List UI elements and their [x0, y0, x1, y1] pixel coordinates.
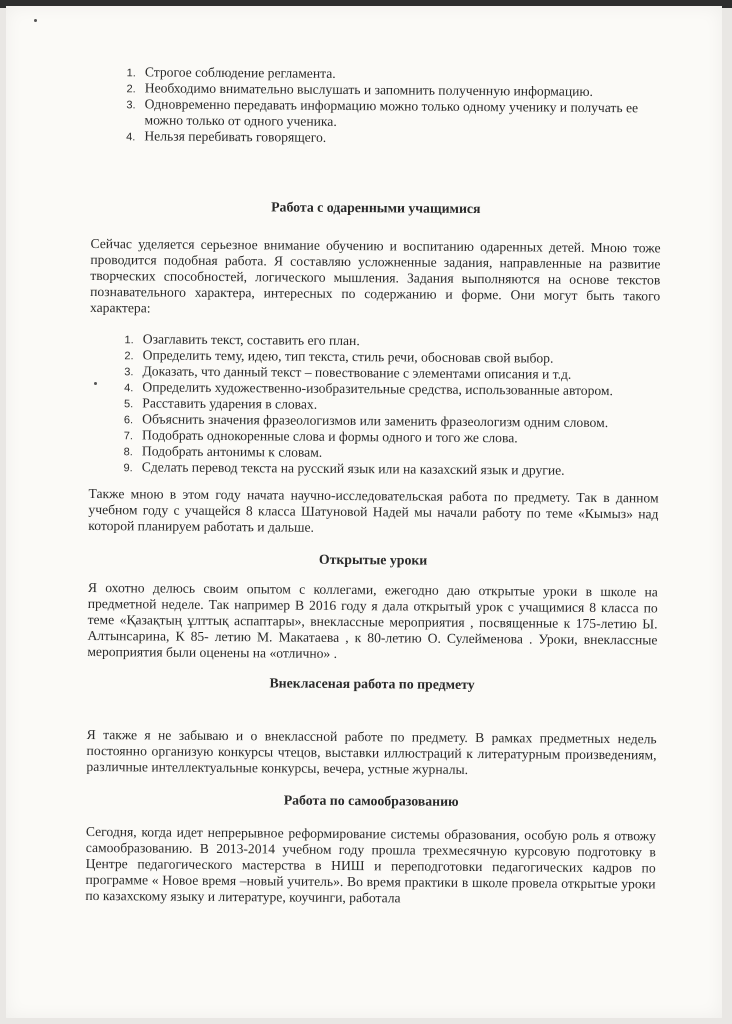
paragraph-open-lessons: Я охотно делюсь своим опытом с коллегами, ежегодно даю открытые уроки в школе на предметной неделе. Так например В 2016 году я дала открытый урок с учащимися 8 класса по теме «Қазақтың ұлттық аспаптары», внеклассные мероприятия , посвященные к 175-летию Ы. Алтынсарина, К 85- летию М. Макатаева , к 80-летию О. Сулейменова . Уроки, внеклассные мероприятия были оценены на «отлично» . [87, 579, 658, 661]
rules-list [91, 64, 662, 148]
document-body [85, 60, 662, 908]
list-item: 4. Нельзя перебивать говорящего. [138, 128, 661, 148]
section-heading-gifted: Работа с одаренными учащимися [271, 199, 481, 217]
list-item: 1. Озаглавить текст, составить его план. [137, 331, 660, 351]
list-item: 5. Расставить ударения в словах. [136, 395, 659, 415]
list-item: 3. Одновременно передавать информацию можно только одному ученику и получать ее можно только от одного ученика. [138, 96, 661, 132]
paragraph-self-education: Сегодня, когда идет непрерывное реформирование системы образования, особую роль я отвожу самообразованию. В 2013-2014 учебном году прошла трехмесячную курсовую подготовку в Центре педагогического мастерства в НИШ и переподготовки педагогических кадров по программе « Новое время –новый учитель». Во время практики в школе провела открытые уроки по казахскому языку и литературе, коучинги, работала [85, 823, 656, 906]
list-item: 9. Сделать перевод текста на русский язык или на казахский язык и другие. [136, 459, 659, 479]
scan-speck [34, 19, 37, 22]
section-heading-extracurricular: Внекласеная работа по предмету [269, 675, 475, 693]
list-item: 3. Доказать, что данный текст – повествование с элементами описания и т.д. [136, 363, 659, 383]
list-item: 6. Объяснить значения фразеологизмов или заменить фразеологизм одним словом. [136, 411, 659, 431]
list-item: 8. Подобрать антонимы к словам. [136, 443, 659, 463]
list-item: 4. Определить художественно-изобразительные средства, использованные автором. [136, 379, 659, 399]
paragraph-research: Также мною в этом году начата научно-исследовательская работа по предмету. Так в данном учебном году с учащейся 8 класса Шатуновой Надей мы начали работу по теме «Кымыз» над которой планируем работать и дальше. [88, 485, 659, 535]
section-heading-self-education: Работа по самообразованию [283, 792, 459, 809]
section-heading-open-lessons: Открытые уроки [318, 551, 428, 568]
list-item: 1. Строгое соблюдение регламента. [139, 64, 662, 84]
list-item: 2. Определить тему, идею, тип текста, стиль речи, обосновав свой выбор. [137, 347, 660, 367]
paragraph-gifted-intro: Сейчас уделяется серьезное внимание обучению и воспитанию одаренных детей. Мною тоже проводится подобная работа. Я составляю усложненные задания, направленные на развитие творческих способностей, логического мышления. Задания выполняются на основе текстов познавательного характера, интересных по содержанию и форме. Они могут быть такого характера: [89, 235, 661, 316]
list-item: 7. Подобрать однокоренные слова и формы одного и того же слова. [136, 427, 659, 447]
tasks-list [89, 331, 660, 479]
list-item: 2. Необходимо внимательно выслушать и запомнить полученную информацию. [139, 80, 662, 100]
paragraph-extracurricular: Я также я не забываю и о внеклассной работе по предмету. В рамках предметных недель постоянно организую конкурсы чтецов, выставки иллюстраций к литературным произведениям, различные интеллектуальные конкурсы, вечера, устные журналы. [86, 726, 657, 777]
